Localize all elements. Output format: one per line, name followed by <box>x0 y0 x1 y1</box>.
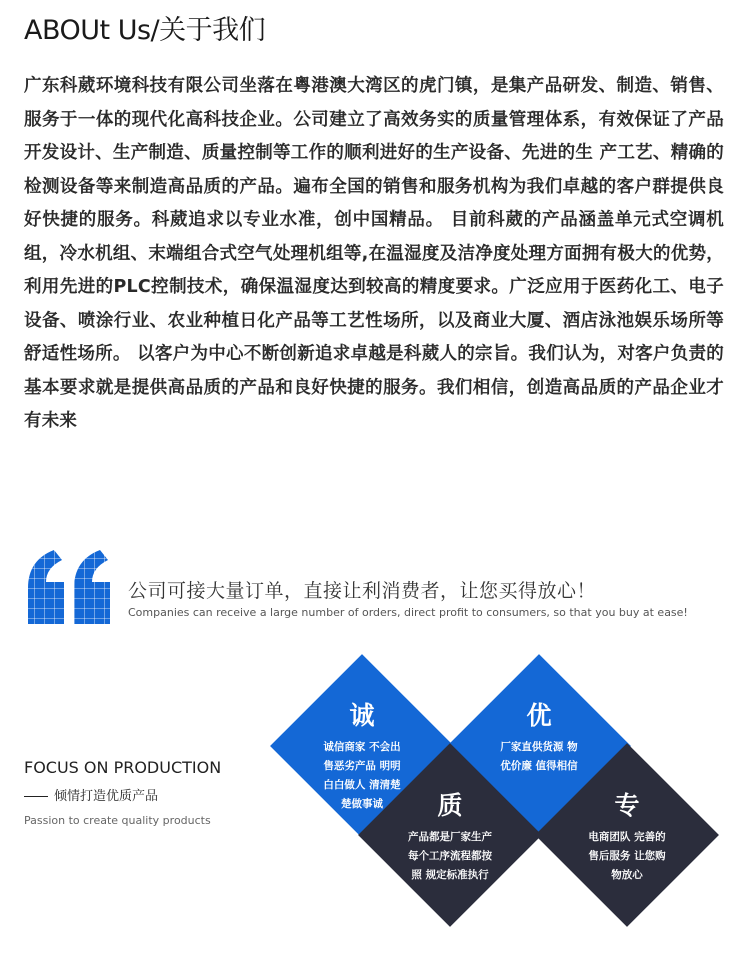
focus-subtitle: Passion to create quality products <box>24 814 211 827</box>
about-paragraph: 广东科葳环境科技有限公司坐落在粤港澳大湾区的虎门镇，是集产品研发、制造、销售、服务于一体的现代化高科技企业。公司建立了高效务实的质量管理体系，有效保证了产品开发设计、生产制造、质量控制等工作的顺利进好的生产设备、先进的生 产工艺、精确的检测设备等来制造高品质的产品。遍布全国的销售和服务机构为我们卓越的客户群提供良好快捷的服务。科葳追求以专业水准，创中国精品。 目前科葳的产品涵盖单元式空调机组，冷水机组、末端组合式空气处理机组等,在温湿度及洁净度处理方面拥有极大的优势，利用先进的PLC控制技术，确保温湿度达到较高的精度要求。广泛应用于医药化工、电子设备、喷涂行业、农业种植日化产品等工艺性场所，以及商业大厦、酒店泳池娱乐场所等舒适性场所。 以客户为中心不断创新追求卓越是科葳人的宗旨。我们认为，对客户负责的基本要求就是提供高品质的产品和良好快捷的服务。我们相信，创造高品质的产品企业才有未来 <box>24 76 724 431</box>
diamond-professional-head: 专 <box>614 791 640 820</box>
diamond-professional-text <box>562 786 692 885</box>
diamond-quality-price-text <box>474 696 604 776</box>
focus-title-cn-text: 倾情打造优质产品 <box>54 789 159 804</box>
diamond-integrity-body: 诚信商家 不会出售恶劣产品 明明白白做人 清清楚楚做事诚 <box>323 741 401 810</box>
diamond-quality-head: 质 <box>437 791 463 820</box>
diamond-quality-price-head: 优 <box>526 701 552 730</box>
focus-title-en: FOCUS ON PRODUCTION <box>24 758 222 777</box>
diamond-quality-text <box>385 786 515 885</box>
diamond-quality-body: 产品都是厂家生产 每个工序流程都按照 规定标准执行 <box>408 831 492 881</box>
diamond-professional-body: 电商团队 完善的售后服务 让您购物放心 <box>588 831 666 881</box>
diamond-integrity-head: 诚 <box>349 701 375 730</box>
quote-text-cn: 公司可接大量订单，直接让利消费者，让您买得放心！ <box>128 580 597 602</box>
quote-mark-icon <box>24 548 116 626</box>
focus-title-cn <box>24 785 221 804</box>
diamond-quality-price-body: 厂家直供货源 物优价廉 值得相信 <box>500 741 578 772</box>
page-title: ABOUt Us/关于我们 <box>24 15 266 46</box>
quote-text-en: Companies can receive a large number of orders, direct profit to consumers, so that you buy at ease! <box>128 606 688 619</box>
quote-block <box>24 548 724 638</box>
focus-block <box>24 758 221 827</box>
